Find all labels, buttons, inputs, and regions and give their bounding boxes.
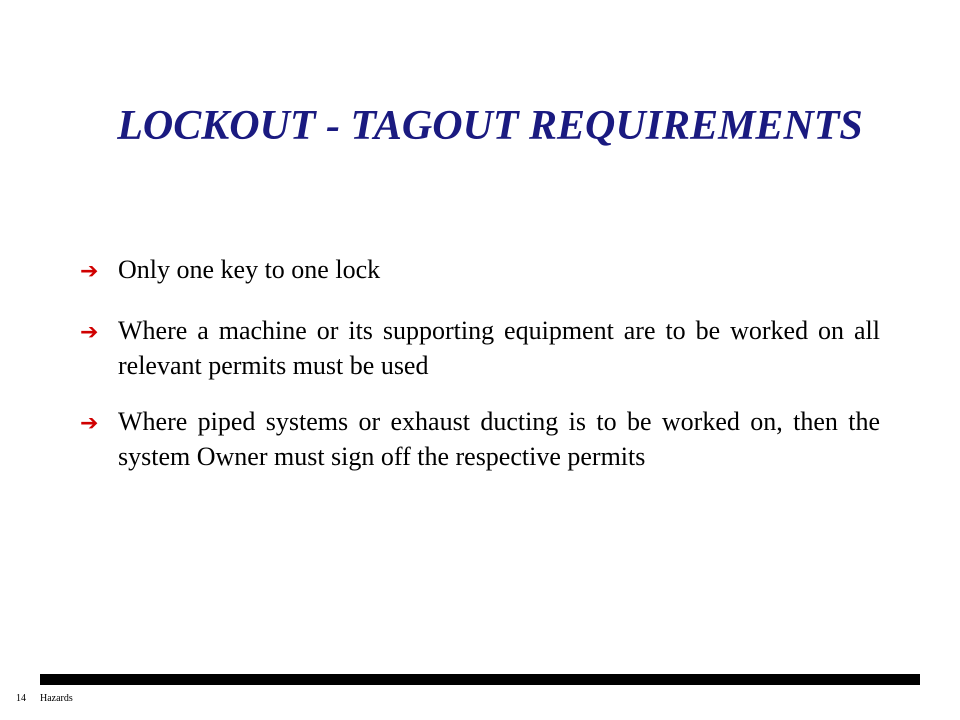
bullet-item (80, 313, 880, 383)
bullet-item (80, 404, 880, 474)
bullet-text: Where a machine or its supporting equipment are to be worked on all relevant permits must be used (118, 316, 880, 380)
footer-divider (40, 674, 920, 685)
footer-label: Hazards (40, 693, 73, 704)
page-number: 14 (16, 693, 26, 704)
bullet-text: Where piped systems or exhaust ducting is to be worked on, then the system Owner must sign off the respective permits (118, 407, 880, 471)
right-arrow-icon: ➔ (80, 411, 99, 436)
right-arrow-icon: ➔ (80, 259, 99, 284)
bullet-text: Only one key to one lock (118, 255, 381, 284)
bullet-item (80, 252, 880, 292)
right-arrow-icon: ➔ (80, 320, 99, 345)
slide-title: LOCKOUT - TAGOUT REQUIREMENTS (117, 103, 863, 149)
bullet-list (80, 252, 880, 495)
